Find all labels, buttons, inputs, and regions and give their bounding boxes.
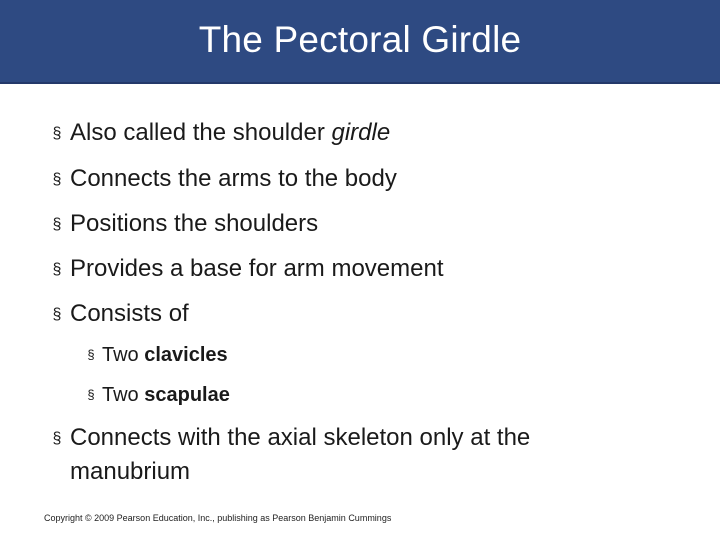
bullet-item <box>44 298 189 333</box>
bullet-text: Also called the shoulder girdle <box>70 119 391 146</box>
bold-term: clavicles <box>144 344 228 366</box>
bullet-item <box>44 163 397 198</box>
emphasis-text: girdle <box>331 119 391 146</box>
copyright-footer: Copyright © 2009 Pearson Education, Inc., publishing as Pearson Benjamin Cummings <box>44 513 392 523</box>
sub-bullet-text: Two clavicles <box>102 344 228 366</box>
bullet-text: Connects the arms to the body <box>70 165 397 192</box>
slide-title: The Pectoral Girdle <box>198 19 522 60</box>
bullet-text: Consists of <box>70 300 189 327</box>
sub-bullet-item <box>80 342 228 370</box>
bullet-item <box>44 117 390 152</box>
bold-term: scapulae <box>144 384 230 406</box>
section-sign-icon: § <box>52 216 62 233</box>
bullet-item <box>44 208 318 243</box>
bullet-text-line: manubrium <box>70 458 191 485</box>
section-sign-icon: § <box>52 306 62 323</box>
bullet-text-line: Connects with the axial skeleton only at the <box>70 424 531 451</box>
bullet-text <box>70 421 530 489</box>
section-sign-icon: § <box>52 171 62 188</box>
sub-bullet-item <box>80 382 230 410</box>
bullet-item <box>44 421 530 489</box>
section-sign-icon: § <box>87 347 95 362</box>
section-sign-icon: § <box>52 430 62 447</box>
sub-bullet-text: Two scapulae <box>102 384 230 406</box>
section-sign-icon: § <box>87 387 95 402</box>
section-sign-icon: § <box>52 125 62 142</box>
section-sign-icon: § <box>52 261 62 278</box>
bullet-text: Provides a base for arm movement <box>70 255 444 282</box>
bullet-item <box>44 253 444 288</box>
bullet-text: Positions the shoulders <box>70 210 319 237</box>
